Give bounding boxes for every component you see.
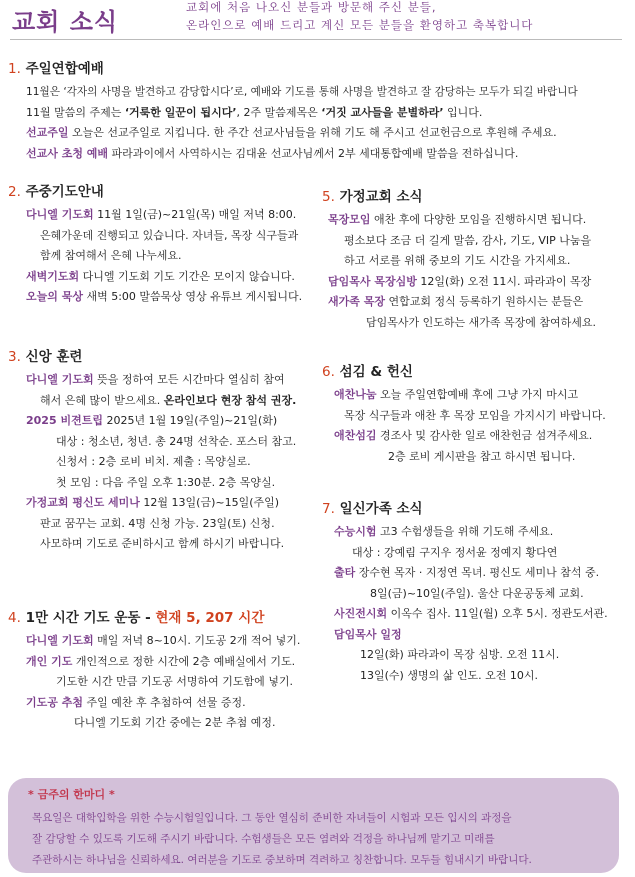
news-line: 8일(금)~10일(주일). 울산 다운공동체 교회. <box>370 586 584 600</box>
news-line: 12일(화) 파라과이 목장 심방. 오전 11시. <box>360 648 560 661</box>
weekly-message-box <box>8 778 619 873</box>
news-line: 새벽기도회 다니엘 기도회 기도 기간은 모이지 않습니다. <box>26 269 295 283</box>
news-line: 선교사 초청 예배 파라과이에서 사역하시는 김대윤 선교사님께서 2부 세대통합예배 말씀을 전하십니다. <box>26 146 519 160</box>
item-label: 다니엘 기도회 <box>26 634 94 647</box>
news-line: 애찬나눔 오늘 주일연합예배 후에 그냥 가지 마시고 <box>334 388 579 401</box>
news-line: 대상 : 청소년, 청년. 총 24명 선착순. 포스터 참고. <box>56 434 297 448</box>
item-label: 담임목사 일정 <box>334 627 402 641</box>
divider <box>10 39 622 40</box>
item-label: 개인 기도 <box>26 654 73 668</box>
welcome-message <box>186 0 533 34</box>
item-label: 목장모임 <box>328 213 371 226</box>
section-title: 6. 섬김 & 헌신 <box>322 364 413 380</box>
news-line: 하고 서로를 위해 중보의 기도 시간을 가지세요. <box>344 254 571 267</box>
news-line: 다니엘 기도회 기간 중에는 2분 추첨 예정. <box>74 716 276 729</box>
news-line: 출타 장수현 목자 · 지정연 목녀. 평신도 세미나 참석 중. <box>334 566 600 579</box>
news-line: 담임목사가 인도하는 새가족 목장에 참여하세요. <box>366 315 597 329</box>
news-line: 사모하며 기도로 준비하시고 함께 하시기 바랍니다. <box>40 537 285 550</box>
section-house-church <box>322 185 632 333</box>
news-line: 선교주일 오늘은 선교주일로 지킵니다. 한 주간 선교사님들을 위해 기도 해 주시고 선교헌금으로 후원해 주세요. <box>26 126 557 139</box>
section-title: 4. 1만 시간 기도 운동 - 현재 5, 207 시간 <box>8 610 265 626</box>
item-label: 담임목사 목장심방 <box>328 274 417 288</box>
item-label: 가정교회 평신도 세미나 <box>26 496 140 509</box>
news-line: 13일(수) 생명의 삶 인도. 오전 10시. <box>360 668 538 682</box>
section-family-news <box>322 497 632 686</box>
news-line: 가정교회 평신도 세미나 12월 13일(금)~15일(주일) <box>26 496 280 509</box>
news-line: 함께 참여해서 은혜 나누세요. <box>40 249 182 262</box>
section-title: 3. 신앙 훈련 <box>8 349 83 365</box>
news-line: 다니엘 기도회 11월 1일(금)~21일(목) 매일 저녁 8:00. <box>26 208 297 221</box>
section-worship <box>8 57 633 164</box>
news-line: 목장 식구들과 애찬 후 목장 모임을 가지시기 바랍니다. <box>344 408 606 422</box>
welcome-line: 온라인으로 예배 드리고 계신 모든 분들을 환영하고 축복합니다 <box>186 18 534 32</box>
section-title: 7. 일신가족 소식 <box>322 501 423 517</box>
news-line: 개인 기도 개인적으로 정한 시간에 2층 예배실에서 기도. <box>26 654 296 668</box>
news-line: 평소보다 조금 더 길게 말씀, 감사, 기도, VIP 나눔을 <box>344 233 592 247</box>
news-line: 사진전시회 이옥수 집사. 11일(월) 오후 5시. 정관도서관. <box>334 607 608 620</box>
news-line: 대상 : 강예림 구지우 정서윤 정예지 황다연 <box>352 545 558 559</box>
weekly-message-title: * 금주의 한마디 * <box>28 788 115 801</box>
item-label: 새가족 목장 <box>328 295 385 308</box>
welcome-line: 교회에 처음 나오신 분들과 방문해 주신 분들, <box>186 0 437 14</box>
news-line: 2층 로비 게시판을 참고 하시면 됩니다. <box>388 449 576 463</box>
message-line: 잘 감당할 수 있도록 기도해 주시기 바랍니다. 수험생들은 모든 염려와 걱정을 하나님께 맡기고 미래를 <box>32 833 495 845</box>
item-label: 선교주일 <box>26 126 69 139</box>
item-label: 2025 비젼트립 <box>26 414 103 427</box>
news-line: 다니엘 기도회 뜻을 정하여 모든 시간마다 열심히 참여 <box>26 373 285 386</box>
item-label: 사진전시회 <box>334 607 388 620</box>
news-line: 담임목사 목장심방 12일(화) 오전 11시. 파라과이 목장 <box>328 274 592 288</box>
item-label: 다니엘 기도회 <box>26 373 94 386</box>
news-line: 기도공 추첨 주일 예찬 후 추첨하여 선물 증정. <box>26 695 246 709</box>
news-line: 오늘의 묵상 새벽 5:00 말씀묵상 영상 유튜브 게시됩니다. <box>26 290 303 303</box>
news-line: 해서 은혜 많이 받으세요. 온라인보다 현장 참석 권장. <box>40 393 297 407</box>
news-line: 기도한 시간 만큼 기도공 서명하여 기도함에 넣기. <box>56 675 293 688</box>
section-prayer-guide <box>8 180 318 308</box>
news-line: 새가족 목장 연합교회 정식 등록하기 원하시는 분들은 <box>328 295 584 308</box>
header <box>0 0 635 40</box>
message-line: 목요일은 대학입학을 위한 수능시험일입니다. 그 동안 열심히 준비한 자녀들이 시험과 모든 입시의 과정을 <box>32 812 512 824</box>
news-line: 목장모임 애찬 후에 다양한 모임을 진행하시면 됩니다. <box>328 213 587 226</box>
section-training <box>8 345 318 555</box>
section-title <box>8 57 633 77</box>
item-label: 애찬섬김 <box>334 429 377 442</box>
news-line: 11월 말씀의 주제는 ‘거룩한 일꾼이 됩시다’, 2주 말씀제목은 ‘거짓 교사들을 분별하라’ 입니다. <box>26 105 483 119</box>
news-line: 애찬섬김 경조사 및 감사한 일로 애찬헌금 섬겨주세요. <box>334 429 593 442</box>
section-prayer-movement <box>8 606 328 734</box>
item-label: 선교사 초청 예배 <box>26 146 109 160</box>
item-label: 애찬나눔 <box>334 388 377 401</box>
item-label: 기도공 추첨 <box>26 695 83 709</box>
section-number: 1. <box>8 61 21 77</box>
section-service <box>322 360 632 467</box>
news-line: 11월은 ‘각자의 사명을 발견하고 감당합시다’로, 예배와 기도를 통해 사명을 발견하고 잘 감당하는 모두가 되길 바랍니다 <box>26 86 578 98</box>
news-line: 은혜가운데 진행되고 있습니다. 자녀들, 목장 식구들과 <box>40 228 299 242</box>
section-title: 2. 주중기도안내 <box>8 184 104 200</box>
weekly-message-text <box>32 808 532 871</box>
item-label: 새벽기도회 <box>26 269 80 283</box>
news-line <box>322 625 632 646</box>
item-label: 출타 <box>334 566 356 579</box>
page-title: 교회 소식 <box>12 8 119 36</box>
section-title: 5. 가정교회 소식 <box>322 189 423 205</box>
section-title-text: 주일연합예배 <box>25 61 104 77</box>
item-label: 오늘의 묵상 <box>26 290 83 303</box>
item-label: 수능시험 <box>334 525 377 538</box>
item-label: 다니엘 기도회 <box>26 208 94 221</box>
news-line: 신청서 : 2층 로비 비치. 제출 : 목양실로. <box>56 455 251 468</box>
news-line: 2025 비젼트립 2025년 1월 19일(주일)~21일(화) <box>26 414 278 427</box>
message-line: 주관하시는 하나님을 신뢰하세요. 여러분을 기도로 중보하며 격려하고 칭찬합니다. 모두들 힘내시기 바랍니다. <box>32 854 532 866</box>
news-line: 첫 모임 : 다음 주일 오후 1:30분. 2층 목양실. <box>56 475 276 489</box>
news-line: 다니엘 기도회 매일 저녁 8~10시. 기도공 2개 적어 넣기. <box>26 634 301 647</box>
prayer-hours-count: 현재 5, 207 시간 <box>155 610 265 626</box>
news-line: 판교 꿈꾸는 교회. 4명 신청 가능. 23일(토) 신청. <box>40 516 275 530</box>
news-line: 수능시험 고3 수험생들을 위해 기도해 주세요. <box>334 525 554 538</box>
